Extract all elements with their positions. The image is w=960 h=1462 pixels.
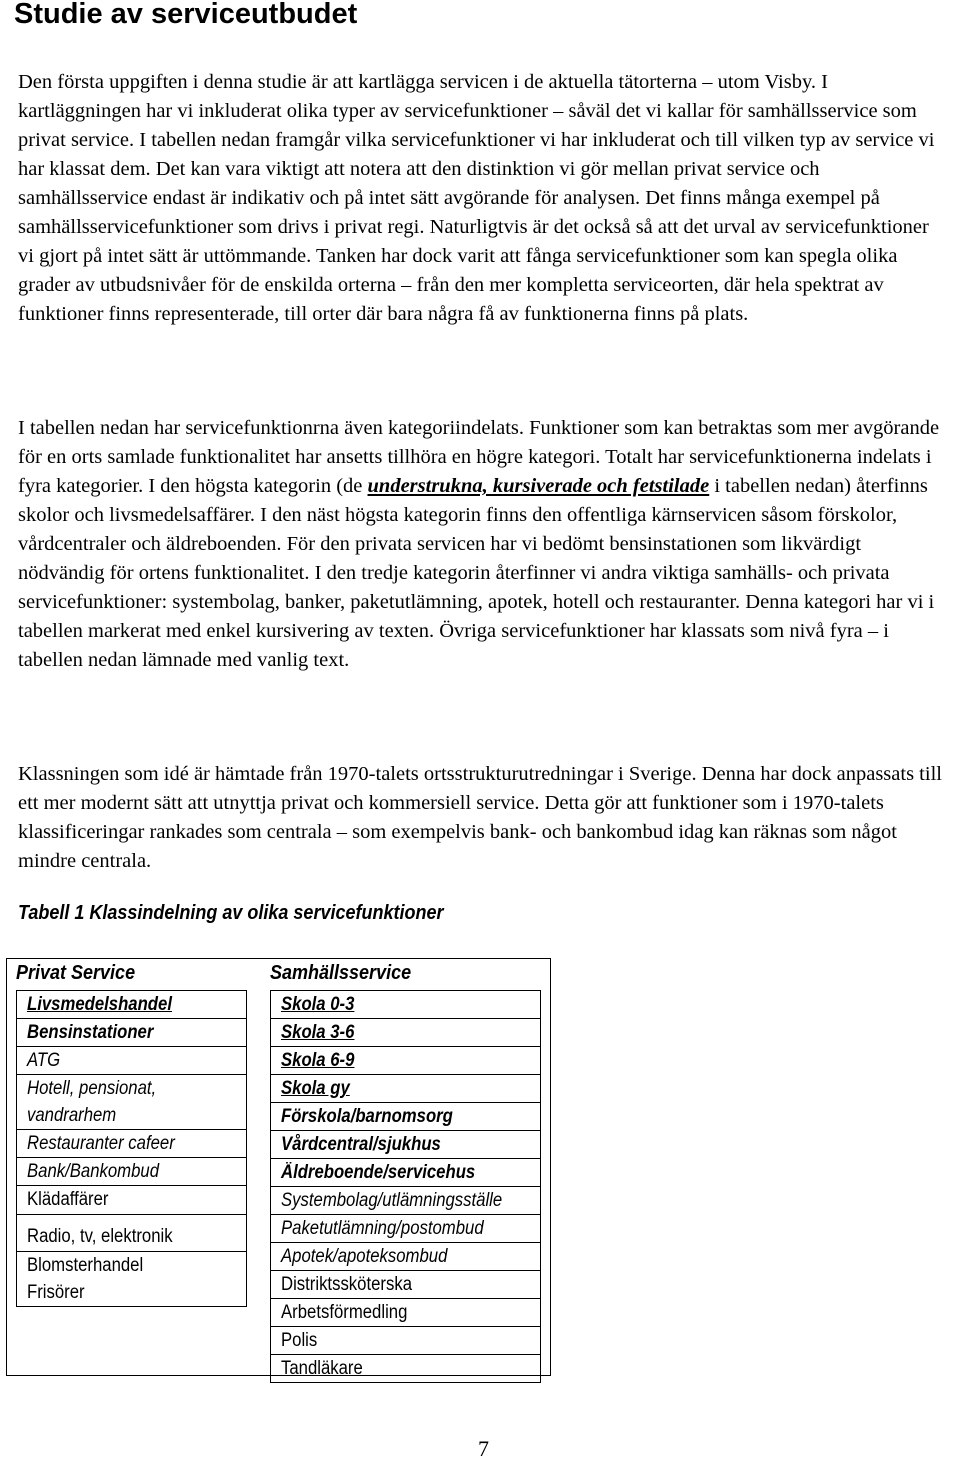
paragraph-intro: Den första uppgiften i denna studie är att kartlägga servicen i de aktuella tätorterna – utom Visby. I kartläggningen har vi inkluderat olika typer av servicefunktioner – såväl det vi kallar för samhällsservice som privat service. I tabellen nedan framgår vilka servicefunktioner vi har inkluderat och till vilken typ av service vi har klassat dem. Det kan vara viktigt att notera att den distinktion vi gör mellan privat service och samhällsservice endast är indikativ och på intet sätt avgörande för analysen. Det finns många exempel på samhällsservicefunktioner som drivs i privat regi. Naturligtvis är det också så att det urval av servicefunktioner vi gjort på intet sätt är uttömmande. Tanken har dock varit att fånga servicefunktioner som kan spegla olika grader av utbudsnivåer för de enskilda orterna – från den mer kompletta serviceorten, där hela spektrat av funktioner finns representerade, till orter där bara några få av funktionerna finns på plats. <box>18 71 935 325</box>
public-service-list <box>270 990 541 1383</box>
list-item: Vårdcentral/sjukhus <box>271 1131 540 1159</box>
paragraph-categories-text-2: i tabellen nedan) återfinns skolor och livsmedelsaffärer. I den näst högsta kategorin finns den offentliga kärnservicen såsom förskolor, vårdcentraler och äldreboenden. För den privata servicen har vi bedömt bensinstationen som likvärdigt nödvändig för ortens funktionalitet. I den tredje kategorin återfinner vi andra viktiga samhälls- och privata servicefunktioner: systembolag, banker, paketutlämning, apotek, hotell och restauranter. Denna kategori har vi i tabellen markerat med enkel kursivering av texten. Övriga servicefunktioner har klassats som nivå fyra – i tabellen nedan lämnade med vanlig text. <box>18 475 935 671</box>
paragraph-categories-text-1: I tabellen nedan har servicefunktionrna även kategoriindelats. Funktioner som kan betraktas som mer avgörande för en orts samlade funktionalitet har ansetts tillhöra en högre kategori. Totalt har servicefunktionerna indelats i fyra kategorier. I den högsta kategorin (de <box>18 417 940 497</box>
list-item: Tandläkare <box>281 1358 363 1379</box>
paragraph-categories <box>18 414 948 675</box>
paragraph-classification: Klassningen som idé är hämtade från 1970-talets ortsstrukturutredningar i Sverige. Denna har dock anpassats till ett mer modernt sätt att utnyttja privat och kommersiell service. Detta gör att funktioner som i 1970-talets klassificeringar rankades som centrala – som exempelvis bank- och bankombud idag kan räknas som något mindre centrala. <box>18 763 942 872</box>
list-item: Blomsterhandel <box>27 1255 144 1276</box>
list-item: Skola 6-9 <box>271 1047 540 1075</box>
list-item: Äldreboende/servicehus <box>271 1159 540 1187</box>
list-item: Hotell, pensionat, <box>27 1078 157 1099</box>
list-item: Paketutlämning/postombud <box>271 1215 540 1243</box>
public-service-header: Samhällsservice <box>270 962 412 984</box>
table-caption: Tabell 1 Klassindelning av olika servicefunktioner <box>18 902 444 924</box>
list-item: Polis <box>271 1327 540 1355</box>
list-item: Radio, tv, elektronik <box>17 1215 246 1252</box>
list-item: Systembolag/utlämningsställe <box>271 1187 540 1215</box>
list-item: Skola 0-3 <box>271 991 540 1019</box>
list-item: Bank/Bankombud <box>17 1158 246 1186</box>
page-title: Studie av serviceutbudet <box>14 0 358 30</box>
list-item: vandrarhem <box>17 1102 246 1130</box>
list-item: Livsmedelshandel <box>17 991 246 1019</box>
list-item: Arbetsförmedling <box>271 1299 540 1327</box>
private-service-header: Privat Service <box>16 962 136 984</box>
paragraph-categories-emphasis: understrukna, kursiverade och fetstilade <box>367 475 710 497</box>
list-item: Förskola/barnomsorg <box>271 1103 540 1131</box>
list-item: Apotek/apoteksombud <box>271 1243 540 1271</box>
list-item: Bensinstationer <box>17 1019 246 1047</box>
list-item: Skola gy <box>271 1075 540 1103</box>
list-item: Restauranter cafeer <box>17 1130 246 1158</box>
private-service-list <box>16 990 247 1307</box>
list-item: Frisörer <box>27 1282 85 1303</box>
list-item: ATG <box>17 1047 246 1075</box>
list-item: Skola 3-6 <box>271 1019 540 1047</box>
page-number: 7 <box>478 1436 489 1461</box>
list-item: Distriktssköterska <box>271 1271 540 1299</box>
list-item: Klädaffärer <box>17 1186 246 1215</box>
